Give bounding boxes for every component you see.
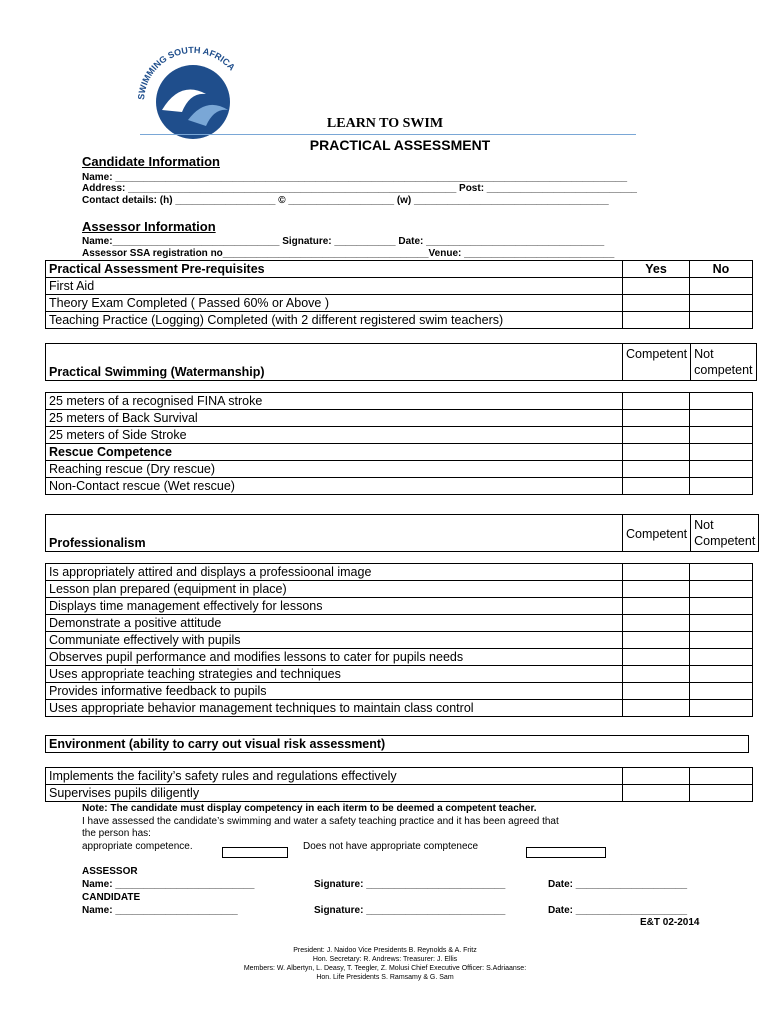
candidate-info-heading: Candidate Information [82,154,220,169]
not-competent-cell[interactable] [690,461,753,478]
not-competent-cell [690,444,753,461]
table-row [46,768,753,785]
prereq-table [45,260,753,329]
not-competent-cell[interactable] [690,478,753,495]
footer [0,946,770,982]
table-row [46,427,753,444]
doc-subtitle: PRACTICAL ASSESSMENT [309,137,491,153]
candidate-signature-field[interactable]: Signature: _________________________ [314,905,506,916]
table-row [46,683,753,700]
row-label: Uses appropriate teaching strategies and techniques [46,666,623,683]
watermanship-heading: Practical Swimming (Watermanship) [46,344,623,381]
not-competent-cell[interactable] [690,649,753,666]
watermanship-table [45,392,753,495]
not-competent-cell[interactable] [690,615,753,632]
table-row [46,295,753,312]
candidate-name-line[interactable]: Name: ____________________________________________________________________________________________ [82,172,628,183]
professionalism-header-table [45,514,759,552]
form-code: E&T 02-2014 [640,917,700,928]
note-bold: Note: The candidate must display competency in each iterm to be deemed a competent teacher. [82,803,537,814]
logo-text: SWIMMING SOUTH AFRICA [135,44,237,101]
competent-cell[interactable] [623,581,690,598]
table-row [46,344,757,381]
assessor-line-2[interactable]: Assessor SSA registration no_____________________________________Venue: ___________________________ [82,248,615,259]
not-competent-cell[interactable] [690,564,753,581]
assessor-label: ASSESSOR [82,866,138,877]
table-row [46,598,753,615]
row-label: Communiate effectively with pupils [46,632,623,649]
row-label: Lesson plan prepared (equipment in place) [46,581,623,598]
candidate-contact-line[interactable]: Contact details: (h) __________________ © ___________________ (w) ___________________________________ [82,195,609,206]
footer-line-4: Hon. Life Presidents S. Ramsamy & G. Sam [316,974,454,981]
candidate-label: CANDIDATE [82,892,141,903]
option-competent-label: appropriate competence. [82,841,193,852]
competent-cell[interactable] [623,649,690,666]
competent-cell[interactable] [623,666,690,683]
table-row [46,632,753,649]
note-line-1: I have assessed the candidate’s swimming and water a safety teaching practice and it has been agreed that [82,816,559,827]
not-competent-cell[interactable] [690,700,753,717]
footer-line-2: Hon. Secretary: R. Andrews: Treasurer: J. Ellis [312,956,458,963]
doc-title: LEARN TO SWIM [326,116,444,131]
competent-cell[interactable] [623,700,690,717]
not-competent-cell[interactable] [690,632,753,649]
table-row [46,515,759,552]
table-row [46,393,753,410]
option-competent-checkbox[interactable] [222,847,288,858]
competent-cell[interactable] [623,478,690,495]
candidate-date-field[interactable]: Date: ____________________ [548,905,688,916]
rescue-heading: Rescue Competence [46,444,623,461]
table-row [46,261,753,278]
no-cell[interactable] [690,312,753,329]
assessor-name-field[interactable]: Name: _________________________ [82,879,255,890]
table-row [46,410,753,427]
table-row [46,736,749,753]
table-row [46,785,753,802]
row-label: Demonstrate a positive attitude [46,615,623,632]
row-label: Implements the facility’s safety rules and regulations effectively [46,768,623,785]
assessor-date-field[interactable]: Date: ____________________ [548,879,688,890]
competent-cell[interactable] [623,632,690,649]
no-header: No [690,261,753,278]
table-row [46,581,753,598]
prereq-heading: Practical Assessment Pre-requisites [46,261,623,278]
row-label: 25 meters of Side Stroke [46,427,623,444]
yes-header: Yes [623,261,690,278]
row-label: Supervises pupils diligently [46,785,623,802]
option-not-competent-label: Does not have appropriate comptenece [303,841,479,852]
table-row [46,278,753,295]
competent-cell [623,444,690,461]
assessor-line-1[interactable]: Name:______________________________ Signature: ___________ Date: ________________________________ [82,236,605,247]
candidate-name-field[interactable]: Name: ______________________ [82,905,238,916]
competent-cell[interactable] [623,427,690,444]
not-competent-header: Not Competent [691,515,759,552]
table-row [46,666,753,683]
yes-cell[interactable] [623,278,690,295]
option-not-competent-checkbox[interactable] [526,847,606,858]
table-row [46,649,753,666]
not-competent-cell[interactable] [690,666,753,683]
competent-cell[interactable] [623,598,690,615]
professionalism-heading: Professionalism [46,515,623,552]
competent-cell[interactable] [623,564,690,581]
competent-cell[interactable] [623,785,690,802]
table-row [46,700,753,717]
competent-cell[interactable] [623,615,690,632]
not-competent-cell[interactable] [690,410,753,427]
table-row [46,461,753,478]
competent-header: Competent [623,515,691,552]
row-label: Uses appropriate behavior management techniques to maintain class control [46,700,623,717]
competent-header: Competent [623,344,691,381]
yes-cell[interactable] [623,312,690,329]
row-label: Is appropriately attired and displays a professioonal image [46,564,623,581]
note-line-2: the person has: [82,828,151,839]
row-label: Provides informative feedback to pupils [46,683,623,700]
row-label: First Aid [46,278,623,295]
table-row [46,444,753,461]
row-label: Displays time management effectively for lessons [46,598,623,615]
footer-line-1: President: J. Naidoo Vice Presidents B. Reynolds & A. Fritz [293,947,477,954]
candidate-address-line[interactable]: Address: ___________________________________________________________ Post: ___________________________ [82,183,637,194]
not-competent-cell[interactable] [690,598,753,615]
watermanship-header-table [45,343,757,381]
no-cell[interactable] [690,278,753,295]
title-rule [140,134,636,135]
environment-heading: Environment (ability to carry out visual risk assessment) [46,736,749,753]
competent-cell[interactable] [623,393,690,410]
not-competent-cell[interactable] [690,393,753,410]
row-label: Teaching Practice (Logging) Completed (with 2 different registered swim teachers) [46,312,623,329]
not-competent-cell[interactable] [690,785,753,802]
table-row [46,312,753,329]
row-label: Theory Exam Completed ( Passed 60% or Above ) [46,295,623,312]
not-competent-cell[interactable] [690,427,753,444]
not-competent-cell[interactable] [690,768,753,785]
competent-cell[interactable] [623,461,690,478]
professionalism-table [45,563,753,717]
row-label: Observes pupil performance and modifies lessons to cater for pupils needs [46,649,623,666]
footer-line-3: Members: W. Albertyn, L. Deasy, T. Teegler, Z. Molusi Chief Executive Officer: S.Adriaanse: [243,965,527,972]
competent-cell[interactable] [623,768,690,785]
competent-cell[interactable] [623,683,690,700]
table-row [46,615,753,632]
no-cell[interactable] [690,295,753,312]
row-label: 25 meters of a recognised FINA stroke [46,393,623,410]
assessor-signature-field[interactable]: Signature: _________________________ [314,879,506,890]
not-competent-header: Not competent [691,344,756,381]
yes-cell[interactable] [623,295,690,312]
table-row [46,478,753,495]
not-competent-cell[interactable] [690,683,753,700]
not-competent-cell[interactable] [690,581,753,598]
environment-table [45,767,753,802]
row-label: 25 meters of Back Survival [46,410,623,427]
assessor-info-heading: Assessor Information [82,219,216,234]
row-label: Reaching rescue (Dry rescue) [46,461,623,478]
competent-cell[interactable] [623,410,690,427]
table-row [46,564,753,581]
environment-header-table [45,735,749,753]
row-label: Non-Contact rescue (Wet rescue) [46,478,623,495]
